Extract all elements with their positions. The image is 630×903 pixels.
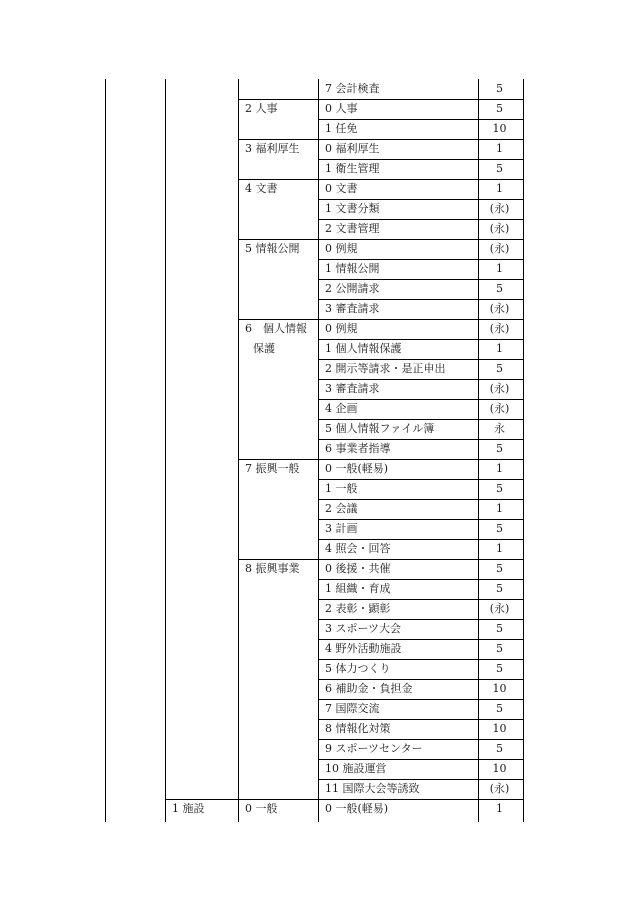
row-divider — [318, 699, 524, 700]
row-divider — [318, 299, 524, 300]
row-divider — [318, 199, 524, 200]
table-row-label: 6 補助金・負担金 — [325, 682, 413, 695]
row-divider — [318, 599, 524, 600]
table-row-label: 1 個人情報保護 — [325, 342, 402, 355]
row-divider — [318, 679, 524, 680]
table-row-label: 0 福利厚生 — [325, 142, 380, 155]
table-row-label: 1 情報公開 — [325, 262, 380, 275]
column-rule — [165, 79, 166, 822]
retention-value: (永) — [489, 302, 510, 315]
retention-value: 10 — [492, 722, 507, 735]
retention-value: 1 — [496, 142, 503, 155]
table-row-label: 0 後援・共催 — [325, 562, 391, 575]
table-row-label: 2 会議 — [325, 502, 358, 515]
retention-value: 5 — [496, 562, 503, 575]
table-row-label: 7 国際交流 — [325, 702, 380, 715]
table-row-label: 8 情報化対策 — [325, 722, 391, 735]
row-divider — [318, 439, 524, 440]
column-rule — [238, 79, 239, 822]
table-row-label: 0 一般(軽易) — [325, 802, 389, 815]
row-divider — [318, 339, 524, 340]
retention-value: (永) — [489, 782, 510, 795]
medium-category-label: 2 人事 — [245, 102, 278, 115]
table-row-label: 9 スポーツセンター — [325, 742, 423, 755]
retention-value: 1 — [496, 342, 503, 355]
table-row-label: 1 組織・育成 — [325, 582, 391, 595]
retention-value: 5 — [496, 582, 503, 595]
table-row-label: 11 国際大会等誘致 — [325, 782, 420, 795]
table-row-label: 2 開示等請求・是正申出 — [325, 362, 446, 375]
retention-value: 5 — [496, 162, 503, 175]
medium-category-label: 5 情報公開 — [245, 242, 300, 255]
table-row-label: 0 例規 — [325, 322, 358, 335]
row-divider — [318, 399, 524, 400]
row-divider — [318, 119, 524, 120]
row-divider — [318, 739, 524, 740]
table-row-label: 3 計画 — [325, 522, 358, 535]
column-rule — [318, 79, 319, 822]
row-divider — [318, 619, 524, 620]
retention-value: 5 — [496, 642, 503, 655]
table-row-label: 0 文書 — [325, 182, 358, 195]
retention-value: 1 — [496, 182, 503, 195]
column-rule — [105, 79, 106, 822]
retention-value: 5 — [496, 482, 503, 495]
retention-value: 10 — [492, 682, 507, 695]
retention-value: 10 — [492, 122, 507, 135]
medium-category-label: 4 文書 — [245, 182, 278, 195]
retention-value: (永) — [489, 602, 510, 615]
row-divider — [318, 499, 524, 500]
table-row-label: 1 任免 — [325, 122, 358, 135]
row-divider — [318, 759, 524, 760]
retention-value: 1 — [496, 462, 503, 475]
table-row-label: 0 人事 — [325, 102, 358, 115]
row-divider — [318, 419, 524, 420]
medium-category-label: 6 個人情報 — [245, 322, 307, 335]
row-divider — [318, 639, 524, 640]
table-row-label: 4 照会・回答 — [325, 542, 391, 555]
retention-value: 5 — [496, 282, 503, 295]
row-divider — [318, 359, 524, 360]
retention-value: 5 — [496, 522, 503, 535]
column-rule — [478, 79, 479, 822]
row-divider — [318, 279, 524, 280]
table-row-label: 5 体力つくり — [325, 662, 391, 675]
retention-value: 5 — [496, 622, 503, 635]
retention-value: 1 — [496, 502, 503, 515]
retention-value: (永) — [489, 322, 510, 335]
row-divider — [318, 479, 524, 480]
medium-category-label: 3 福利厚生 — [245, 142, 300, 155]
retention-value: (永) — [489, 202, 510, 215]
medium-category-label: 保護 — [253, 342, 275, 355]
retention-value: 1 — [496, 262, 503, 275]
table-row-label: 2 文書管理 — [325, 222, 380, 235]
medium-category-label: 7 振興一般 — [245, 462, 300, 475]
table-row-label: 2 表彰・顕彰 — [325, 602, 391, 615]
table-row-label: 10 施設運営 — [325, 762, 387, 775]
table-row-label: 4 企画 — [325, 402, 358, 415]
retention-value: 永 — [494, 422, 505, 435]
medium-category-label: 8 振興事業 — [245, 562, 300, 575]
table-row-label: 6 事業者指導 — [325, 442, 391, 455]
row-divider — [318, 539, 524, 540]
table-row-label: 3 審査請求 — [325, 302, 380, 315]
row-divider — [318, 779, 524, 780]
retention-value: 5 — [496, 362, 503, 375]
table-row-label: 1 文書分類 — [325, 202, 380, 215]
retention-value: 10 — [492, 762, 507, 775]
major-category-label: 1 施設 — [172, 802, 205, 815]
retention-value: (永) — [489, 382, 510, 395]
row-divider — [318, 719, 524, 720]
table-row-label: 7 会計検査 — [325, 82, 380, 95]
table-row-label: 5 個人情報ファイル簿 — [325, 422, 435, 435]
retention-value: (永) — [489, 222, 510, 235]
row-divider — [318, 219, 524, 220]
column-rule — [523, 79, 524, 822]
retention-value: (永) — [489, 242, 510, 255]
table-row-label: 3 審査請求 — [325, 382, 380, 395]
retention-value: 5 — [496, 702, 503, 715]
table-row-label: 4 野外活動施設 — [325, 642, 402, 655]
table-row-label: 0 一般(軽易) — [325, 462, 389, 475]
retention-value: 5 — [496, 662, 503, 675]
retention-value: (永) — [489, 402, 510, 415]
row-divider — [318, 579, 524, 580]
table-row-label: 0 例規 — [325, 242, 358, 255]
retention-value: 5 — [496, 442, 503, 455]
row-divider — [318, 259, 524, 260]
retention-value: 1 — [496, 802, 503, 815]
row-divider — [318, 159, 524, 160]
table-row-label: 2 公開請求 — [325, 282, 380, 295]
row-divider — [318, 379, 524, 380]
retention-value: 5 — [496, 742, 503, 755]
retention-value: 1 — [496, 542, 503, 555]
row-divider — [318, 519, 524, 520]
retention-value: 5 — [496, 102, 503, 115]
table-row-label: 1 衛生管理 — [325, 162, 380, 175]
retention-value: 5 — [496, 82, 503, 95]
medium-category-label: 0 一般 — [245, 802, 278, 815]
row-divider — [318, 659, 524, 660]
table-row-label: 1 一般 — [325, 482, 358, 495]
table-row-label: 3 スポーツ大会 — [325, 622, 402, 635]
